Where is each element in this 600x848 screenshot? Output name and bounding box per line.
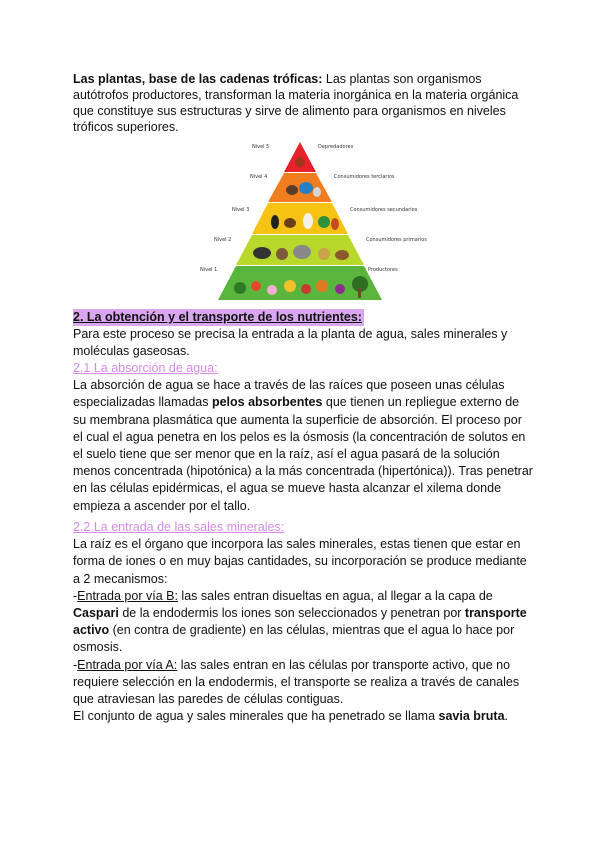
section-2	[73, 309, 535, 361]
via-b-text-2: de la endodermis los iones son seleccionados y penetran por	[118, 606, 465, 621]
pyramid-level-4-desc: Consumidores terciarios	[334, 174, 395, 180]
transporte-activo-term: transporte activo	[73, 606, 527, 638]
subsection-2-2-heading: 2.2 La entrada de las sales minerales:	[73, 520, 285, 534]
subsection-2-1-text-b: que tienen un repliegue externo de su membrana plasmática que aumenta la superficie de absorción. El proceso por el cual el agua penetra en los pelos es la ósmosis (la concentración de solutos en el suelo tiene que ser menor que en la raíz, así el agua pasará de la solución menos concentrada (hipotónica) a la más concentrada (hipertónica)). Tras penetrar en las células epidérmicas, el agua se mueve hasta alcanzar el xilema donde empieza a ascender por el tallo.	[73, 395, 533, 513]
conclusion-text-1: El conjunto de agua y sales minerales que ha penetrado se llama	[73, 709, 439, 724]
pyramid-level-5-label: Nivel 5	[252, 144, 270, 150]
pyramid-level-2-label: Nivel 2	[214, 237, 232, 243]
via-b-dash: -	[73, 588, 78, 603]
section-2-heading: 2. La obtención y el transporte de los nutrientes:	[73, 309, 364, 326]
pyramid-level-4-label: Nivel 4	[250, 174, 268, 180]
section-2-intro: Para este proceso se precisa la entrada a la planta de agua, sales minerales y moléculas gaseosas.	[73, 327, 508, 359]
via-b-text-1: las sales entran disueltas en agua, al llegar a la capa de	[177, 588, 493, 603]
via-b-text-3: (en contra de gradiente) en las células, mientras que el agua lo hace por osmosis.	[73, 623, 515, 655]
trophic-pyramid-figure	[200, 138, 427, 304]
pyramid-level-5-desc: Depredadores	[318, 144, 354, 150]
subsection-2-2-intro: La raíz es el órgano que incorpora las sales minerales, estas tienen que estar en forma de iones o en muy bajas cantidades, su incorporación se produce mediante a 2 mecanismos:	[73, 537, 527, 586]
via-a-label: Entrada por vía A:	[77, 657, 178, 672]
subsection-2-1-text-a: La absorción de agua se hace a través de las raíces que poseen unas células especializadas llamadas	[73, 378, 505, 410]
pyramid-level-1-label: Nivel 1	[200, 267, 218, 273]
intro-title: Las plantas, base de las cadenas tróficas:	[73, 72, 323, 86]
intro-text: Las plantas son organismos autótrofos productores, transforman la materia inorgánica en la materia orgánica que constituye sus estructuras y sirve de alimento para organismos en niveles tróficos superiores.	[73, 72, 519, 134]
pyramid-level-3-desc: Consumidores secundarios	[350, 207, 418, 213]
subsection-2-2	[73, 519, 535, 725]
pyramid-level-1-desc: Productores	[368, 267, 398, 273]
conclusion-text-2: .	[504, 709, 509, 724]
subsection-2-1	[73, 360, 535, 515]
subsection-2-1-heading: 2.1 La absorción de agua:	[73, 361, 218, 375]
caspari-term: Caspari	[73, 606, 119, 621]
pyramid-level-2-desc: Consumidores primarios	[366, 237, 427, 243]
pyramid-level-3-label: Nivel 3	[232, 207, 250, 213]
via-b-label: Entrada por vía B:	[77, 588, 178, 603]
pelos-absorbentes-term: pelos absorbentes	[211, 395, 323, 410]
trophic-pyramid	[200, 138, 427, 304]
intro-paragraph	[73, 71, 533, 135]
via-a-text: las sales entran en las células por transporte activo, que no requiere selección en la endodermis, el transporte se realiza a través de canales que atraviesan las paredes de células contiguas.	[73, 657, 520, 707]
savia-bruta-term: savia bruta	[438, 709, 505, 724]
via-a-dash: -	[73, 657, 78, 672]
